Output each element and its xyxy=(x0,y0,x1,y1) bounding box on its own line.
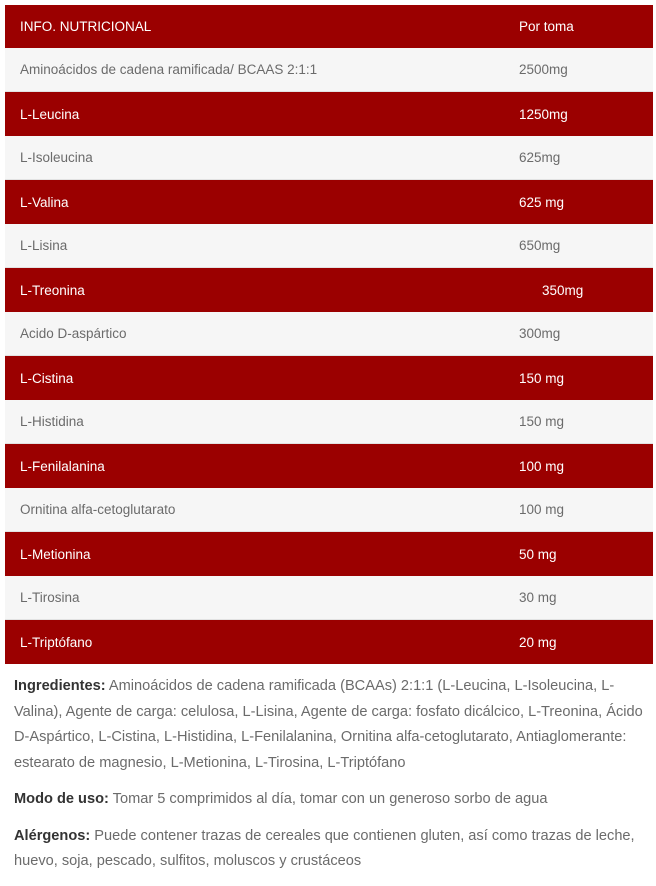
table-row xyxy=(5,444,653,488)
nutrient-name: L-Triptófano xyxy=(20,634,93,650)
nutrient-value: 50 mg xyxy=(519,546,557,562)
nutrient-name: L-Leucina xyxy=(20,106,80,122)
nutrient-name: Ornitina alfa-cetoglutarato xyxy=(20,502,176,517)
nutrient-name: L-Fenilalanina xyxy=(20,458,105,474)
header-name: INFO. NUTRICIONAL xyxy=(20,19,152,34)
ingredientes-paragraph xyxy=(14,674,644,776)
table-row xyxy=(5,136,653,180)
table-row xyxy=(5,356,653,400)
modo-uso-label: Modo de uso: xyxy=(14,791,109,807)
table-row xyxy=(5,488,653,532)
nutrient-value: 150 mg xyxy=(519,370,565,386)
nutrient-name: Acido D-aspártico xyxy=(20,326,127,341)
table-row xyxy=(5,224,653,268)
alergenos-label: Alérgenos: xyxy=(14,827,91,844)
nutrient-value: 30 mg xyxy=(519,590,557,605)
nutrient-name: L-Histidina xyxy=(20,414,84,429)
table-row xyxy=(5,400,653,444)
nutrient-name: L-Lisina xyxy=(20,238,68,253)
alergenos-text: Puede contener trazas de cereales que contienen gluten, así como trazas de leche, huevo, soja, pescado, sulfitos, moluscos y crustáceos xyxy=(14,827,635,869)
table-row xyxy=(5,48,653,92)
nutrient-value: 100 mg xyxy=(519,502,565,517)
product-notes xyxy=(14,674,644,886)
nutrient-value: 20 mg xyxy=(519,634,557,650)
nutrient-value: 150 mg xyxy=(519,414,565,429)
nutrient-value: 2500mg xyxy=(519,62,568,77)
nutrient-name: L-Metionina xyxy=(20,546,91,562)
nutrient-value: 625 mg xyxy=(519,194,565,210)
ingredientes-text: Aminoácidos de cadena ramificada (BCAAs) 2:1:1 (L-Leucina, L-Isoleucina, L-Valina), Agente de carga: celulosa, L-Lisina, Agente de carga: fosfato dicálcico, L-Treonina, Ácido D-Aspártico, L-Cistina, L-Histidina, L-Fenilalanina, Ornitina alfa-cetoglutarato, Antiaglomerante: estearato de magnesio, L-Metionina, L-Tirosina, L-Triptófano xyxy=(14,678,643,771)
table-header xyxy=(5,5,653,48)
table-row xyxy=(5,532,653,576)
table-row xyxy=(5,576,653,620)
nutrient-value: 100 mg xyxy=(519,458,565,474)
nutrient-value: 300mg xyxy=(519,326,561,341)
nutrient-value: 1250mg xyxy=(519,106,568,122)
alergenos-paragraph xyxy=(14,824,644,875)
nutrient-name: L-Cistina xyxy=(20,370,74,386)
nutrition-table xyxy=(5,5,653,664)
modo-uso-paragraph xyxy=(14,787,644,813)
table-row xyxy=(5,312,653,356)
table-row xyxy=(5,268,653,312)
ingredientes-label: Ingredientes: xyxy=(14,678,106,694)
nutrient-name: Aminoácidos de cadena ramificada/ BCAAS 2:1:1 xyxy=(20,62,318,77)
nutrient-name: L-Isoleucina xyxy=(20,150,93,165)
nutrient-name: L-Treonina xyxy=(20,282,85,298)
modo-uso-text: Tomar 5 comprimidos al día, tomar con un generoso sorbo de agua xyxy=(108,791,548,807)
table-row xyxy=(5,180,653,224)
nutrient-value: 625mg xyxy=(519,150,561,165)
nutrient-name: L-Tirosina xyxy=(20,590,80,605)
nutrient-value: 350mg xyxy=(542,282,584,298)
nutrient-value: 650mg xyxy=(519,238,561,253)
table-row xyxy=(5,92,653,136)
nutrient-name: L-Valina xyxy=(20,194,69,210)
header-value: Por toma xyxy=(519,19,574,34)
table-row xyxy=(5,620,653,664)
